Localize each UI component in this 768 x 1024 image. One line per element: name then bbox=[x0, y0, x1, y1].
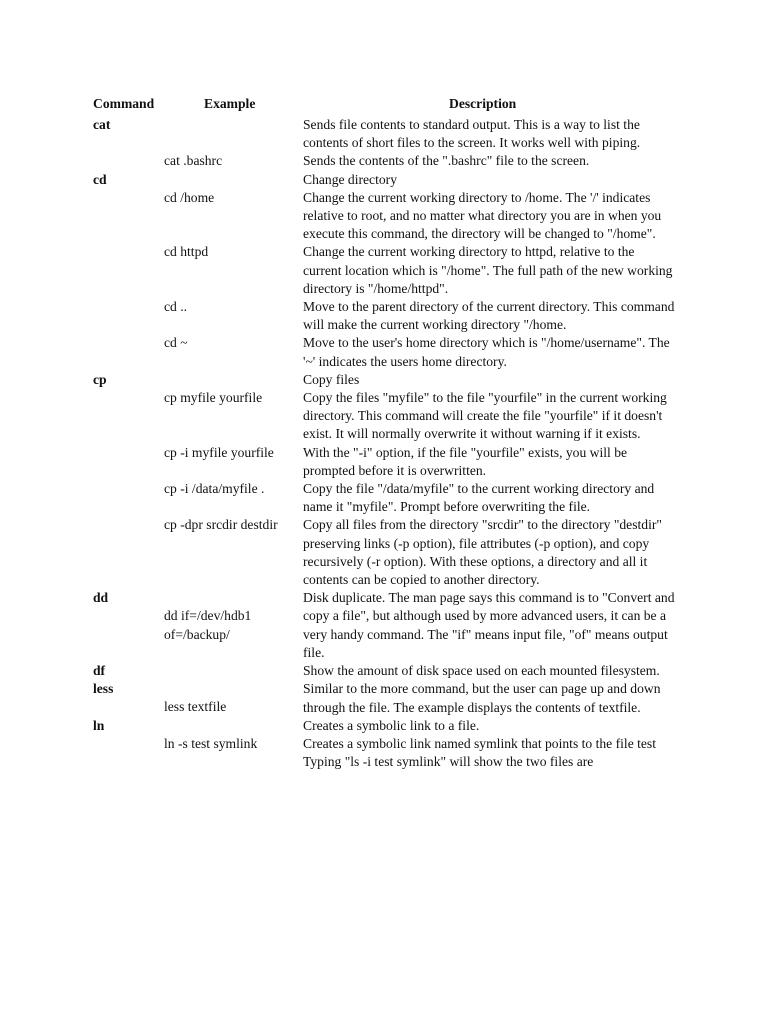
example-cell: cp myfile yourfile bbox=[164, 390, 263, 406]
example-cell bbox=[164, 371, 303, 389]
command-cell bbox=[93, 298, 164, 316]
example-cell: cd httpd bbox=[164, 244, 209, 260]
example-cell: ln -s test symlink bbox=[164, 735, 258, 751]
example-cell bbox=[164, 662, 303, 680]
example-cell: cd ~ bbox=[164, 335, 188, 351]
command-cell: ln bbox=[93, 717, 105, 733]
example-cell bbox=[164, 171, 303, 189]
command-cell bbox=[93, 444, 164, 462]
description-cell: Change the current working directory to httpd, relative to the current location which is "/home". The full path of the new working directory is "/home/httpd". bbox=[303, 244, 673, 296]
table-row bbox=[0, 371, 768, 389]
table-row bbox=[0, 189, 768, 244]
description-cell: Sends the contents of the ".bashrc" file to the screen. bbox=[303, 153, 590, 169]
description-cell: Show the amount of disk space used on each mounted filesystem. bbox=[303, 663, 660, 679]
example-cell: less textfile bbox=[164, 699, 227, 715]
description-cell: Change directory bbox=[303, 171, 397, 187]
example-cell: cp -i myfile yourfile bbox=[164, 444, 274, 460]
command-cell bbox=[93, 389, 164, 407]
command-cell bbox=[93, 152, 164, 170]
example-cell: cp -i /data/myfile . bbox=[164, 481, 265, 497]
header-command: Command bbox=[93, 96, 155, 111]
table-row bbox=[0, 662, 768, 680]
table-header bbox=[0, 95, 768, 113]
table-row bbox=[0, 717, 768, 735]
description-cell: Sends file contents to standard output. This is a way to list the contents of short files to the screen. It works well with piping. bbox=[303, 117, 641, 151]
description-cell: Move to the parent directory of the current directory. This command will make the current working directory "/home. bbox=[303, 299, 675, 333]
table-row bbox=[0, 116, 768, 152]
description-cell: Copy files bbox=[303, 371, 360, 387]
table-row bbox=[0, 334, 768, 370]
command-cell bbox=[93, 243, 164, 261]
command-cell: df bbox=[93, 663, 106, 679]
table-row bbox=[0, 298, 768, 334]
table-row bbox=[0, 444, 768, 480]
example-cell bbox=[164, 116, 303, 134]
description-cell: Copy the files "myfile" to the file "yourfile" in the current working directory. This command will create the file "yourfile" if it doesn't exist. It will normally overwrite it without warning if it exists. bbox=[303, 390, 667, 442]
command-cell bbox=[93, 480, 164, 498]
table-row bbox=[0, 389, 768, 444]
table-row bbox=[0, 480, 768, 516]
command-cell: cd bbox=[93, 171, 107, 187]
command-cell: cat bbox=[93, 117, 111, 132]
description-cell: Creates a symbolic link named symlink that points to the file test Typing "ls -i test symlink" will show the two files are bbox=[303, 735, 656, 770]
table-row bbox=[0, 171, 768, 189]
description-cell: Copy the file "/data/myfile" to the current working directory and name it "myfile". Prompt before overwriting the file. bbox=[303, 481, 655, 515]
command-cell: dd bbox=[93, 590, 109, 606]
description-cell: With the "-i" option, if the file "yourfile" exists, you will be prompted before it is overwritten. bbox=[303, 444, 628, 478]
description-cell: Copy all files from the directory "srcdir" to the directory "destdir" preserving links (-p option), file attributes (-p option), and copy recursively (-r option). With these options, a directory and all it contents can be copied to another directory. bbox=[303, 517, 662, 588]
example-cell bbox=[164, 717, 303, 735]
table-row bbox=[0, 243, 768, 298]
command-table bbox=[0, 116, 768, 771]
header-example: Example bbox=[204, 96, 256, 111]
command-cell bbox=[93, 516, 164, 534]
table-row bbox=[0, 589, 768, 662]
table-row bbox=[0, 735, 768, 771]
description-cell: Change the current working directory to /home. The '/' indicates relative to root, and no matter what directory you are in when you execute this command, the directory will be changed to "/home". bbox=[303, 189, 662, 242]
description-cell: Disk duplicate. The man page says this command is to "Convert and copy a file", but although used by more advanced users, it can be a very handy command. The "if" means input file, "of" means output file. bbox=[303, 590, 675, 660]
table-row bbox=[0, 516, 768, 589]
command-cell: cp bbox=[93, 371, 107, 387]
header-description: Description bbox=[449, 96, 517, 111]
command-cell bbox=[93, 735, 164, 753]
command-cell bbox=[93, 189, 164, 207]
example-cell: dd if=/dev/hdb1 of=/backup/ bbox=[164, 608, 252, 642]
command-cell: less bbox=[93, 681, 114, 697]
example-cell: cat .bashrc bbox=[164, 153, 223, 169]
example-cell: cd .. bbox=[164, 299, 188, 315]
table-row bbox=[0, 680, 768, 716]
description-cell: Similar to the more command, but the user can page up and down through the file. The example displays the contents of textfile. bbox=[303, 681, 661, 715]
table-row bbox=[0, 152, 768, 170]
description-cell: Move to the user's home directory which is "/home/username". The '~' indicates the users home directory. bbox=[303, 335, 670, 369]
example-cell: cp -dpr srcdir destdir bbox=[164, 517, 278, 533]
example-cell: cd /home bbox=[164, 189, 215, 205]
command-cell bbox=[93, 334, 164, 352]
description-cell: Creates a symbolic link to a file. bbox=[303, 717, 480, 733]
